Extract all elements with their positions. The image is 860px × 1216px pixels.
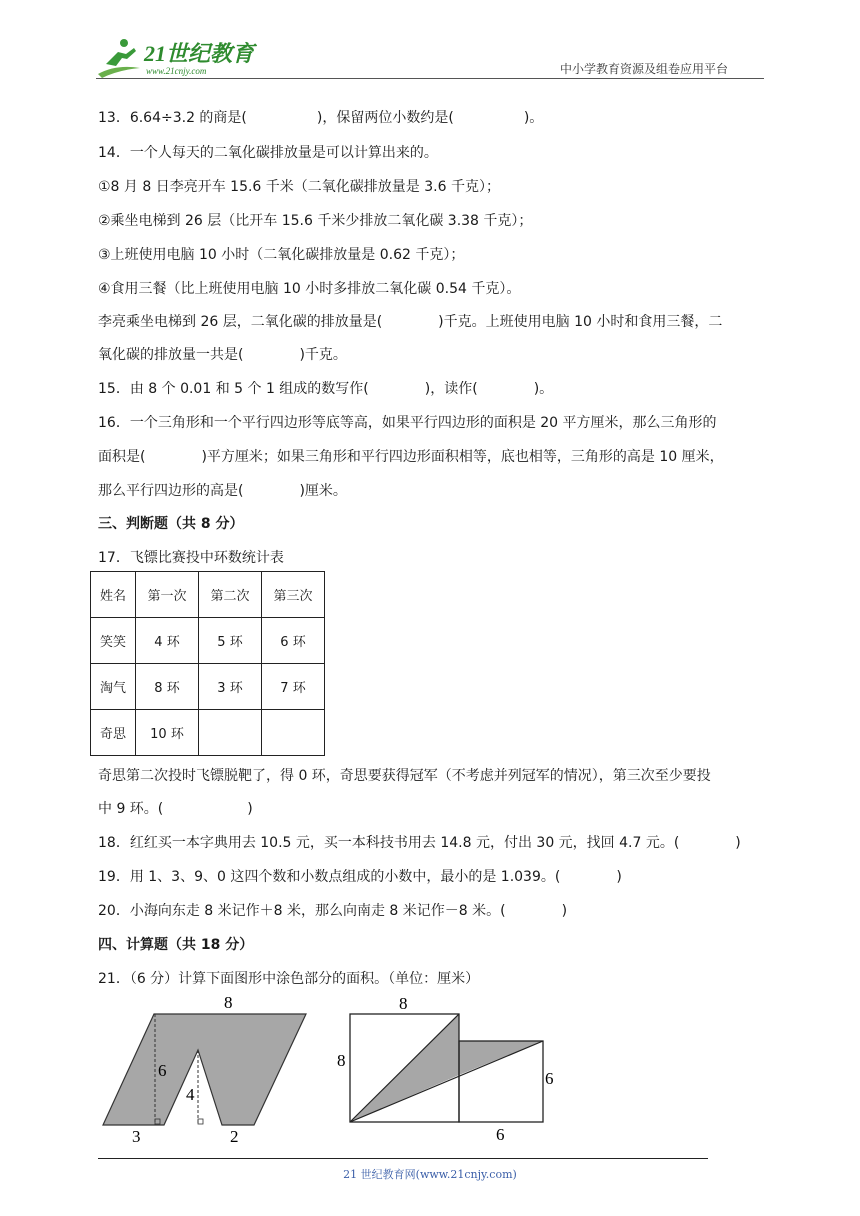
q20: 20．小海向东走 8 米记作＋8 米，那么向南走 8 米记作－8 米。( ) [98, 903, 568, 919]
table-cell: 奇思 [91, 710, 136, 756]
section-3-title: 三、判断题（共 8 分） [98, 516, 244, 532]
table-cell: 第二次 [199, 572, 262, 618]
table-cell: 5 环 [199, 618, 262, 664]
table-cell: 姓名 [91, 572, 136, 618]
runner-logo-icon [98, 39, 140, 78]
table-cell: 6 环 [262, 618, 325, 664]
platform-name: 中小学教育资源及组卷应用平台 [560, 62, 729, 76]
q14-question-a: 李亮乘坐电梯到 26 层，二氧化碳的排放量是( )千克。上班使用电脑 10 小时和食用三餐，二 [98, 314, 723, 330]
q16-a: 16．一个三角形和一个平行四边形等底等高，如果平行四边形的面积是 20 平方厘米，那么三角形的 [98, 415, 717, 431]
table-cell: 第一次 [136, 572, 199, 618]
q13: 13．6.64÷3.2 的商是( )，保留两位小数约是( )。 [98, 110, 544, 126]
table-cell: 笑笑 [91, 618, 136, 664]
label-top: 8 [224, 994, 233, 1012]
label-height: 6 [158, 1061, 167, 1080]
table-row [91, 664, 325, 710]
label-bottom: 6 [496, 1125, 505, 1144]
q17: 17．飞镖比赛投中环数统计表 [98, 550, 284, 566]
table-cell [262, 710, 325, 756]
table-cell: 10 环 [136, 710, 199, 756]
square-rectangle-figure [334, 992, 564, 1144]
table-header-row [91, 572, 325, 618]
table-cell: 7 环 [262, 664, 325, 710]
footer-divider [98, 1158, 708, 1159]
label-left: 8 [337, 1051, 346, 1070]
table-cell: 淘气 [91, 664, 136, 710]
site-logo [96, 34, 266, 80]
parallelogram-figure [96, 994, 316, 1146]
label-tri-height: 4 [186, 1085, 195, 1104]
table-cell: 第三次 [262, 572, 325, 618]
q14: 14．一个人每天的二氧化碳排放量是可以计算出来的。 [98, 145, 438, 161]
section-4-title: 四、计算题（共 18 分） [98, 937, 254, 953]
q18: 18．红红买一本字典用去 10.5 元，买一本科技书用去 14.8 元，付出 30 元，找回 4.7 元。( ) [98, 835, 741, 851]
dart-score-table [90, 571, 325, 756]
table-cell: 3 环 [199, 664, 262, 710]
table-row [91, 710, 325, 756]
header-divider [96, 78, 764, 79]
logo-text: 21世纪教育 [144, 41, 255, 66]
label-left-base: 3 [132, 1127, 141, 1146]
q15: 15．由 8 个 0.01 和 5 个 1 组成的数写作( )，读作( )。 [98, 381, 554, 397]
q19: 19．用 1、3、9、0 这四个数和小数点组成的小数中，最小的是 1.039。( ) [98, 869, 622, 885]
q17-statement-b: 中 9 环。( ) [98, 801, 253, 817]
q21: 21．（6 分）计算下面图形中涂色部分的面积。（单位：厘米） [98, 971, 480, 987]
logo-url: www.21cnjy.com [146, 66, 207, 76]
footer-text: 21 世纪教育网(www.21cnjy.com) [343, 1168, 517, 1181]
table-row [91, 618, 325, 664]
table-cell: 4 环 [136, 618, 199, 664]
table-cell: 8 环 [136, 664, 199, 710]
label-right: 6 [545, 1069, 554, 1088]
label-top: 8 [399, 994, 408, 1013]
q16-c: 那么平行四边形的高是( )厘米。 [98, 483, 347, 499]
q17-statement-a: 奇思第二次投时飞镖脱靶了，得 0 环，奇思要获得冠军（不考虑并列冠军的情况），第三次至少要投 [98, 768, 711, 784]
q14-question-b: 氧化碳的排放量一共是( )千克。 [98, 347, 347, 363]
q16-b: 面积是( )平方厘米；如果三角形和平行四边形面积相等，底也相等，三角形的高是 10 厘米， [98, 449, 724, 465]
q14-item3: ③上班使用电脑 10 小时（二氧化碳排放量是 0.62 千克）； [98, 247, 465, 263]
q14-item2: ②乘坐电梯到 26 层（比开车 15.6 千米少排放二氧化碳 3.38 千克）； [98, 213, 533, 229]
label-right-base: 2 [230, 1127, 239, 1146]
q14-item1: ①8 月 8 日李亮开车 15.6 千米（二氧化碳排放量是 3.6 千克）； [98, 179, 500, 195]
q14-item4: ④食用三餐（比上班使用电脑 10 小时多排放二氧化碳 0.54 千克）。 [98, 281, 521, 297]
table-cell [199, 710, 262, 756]
